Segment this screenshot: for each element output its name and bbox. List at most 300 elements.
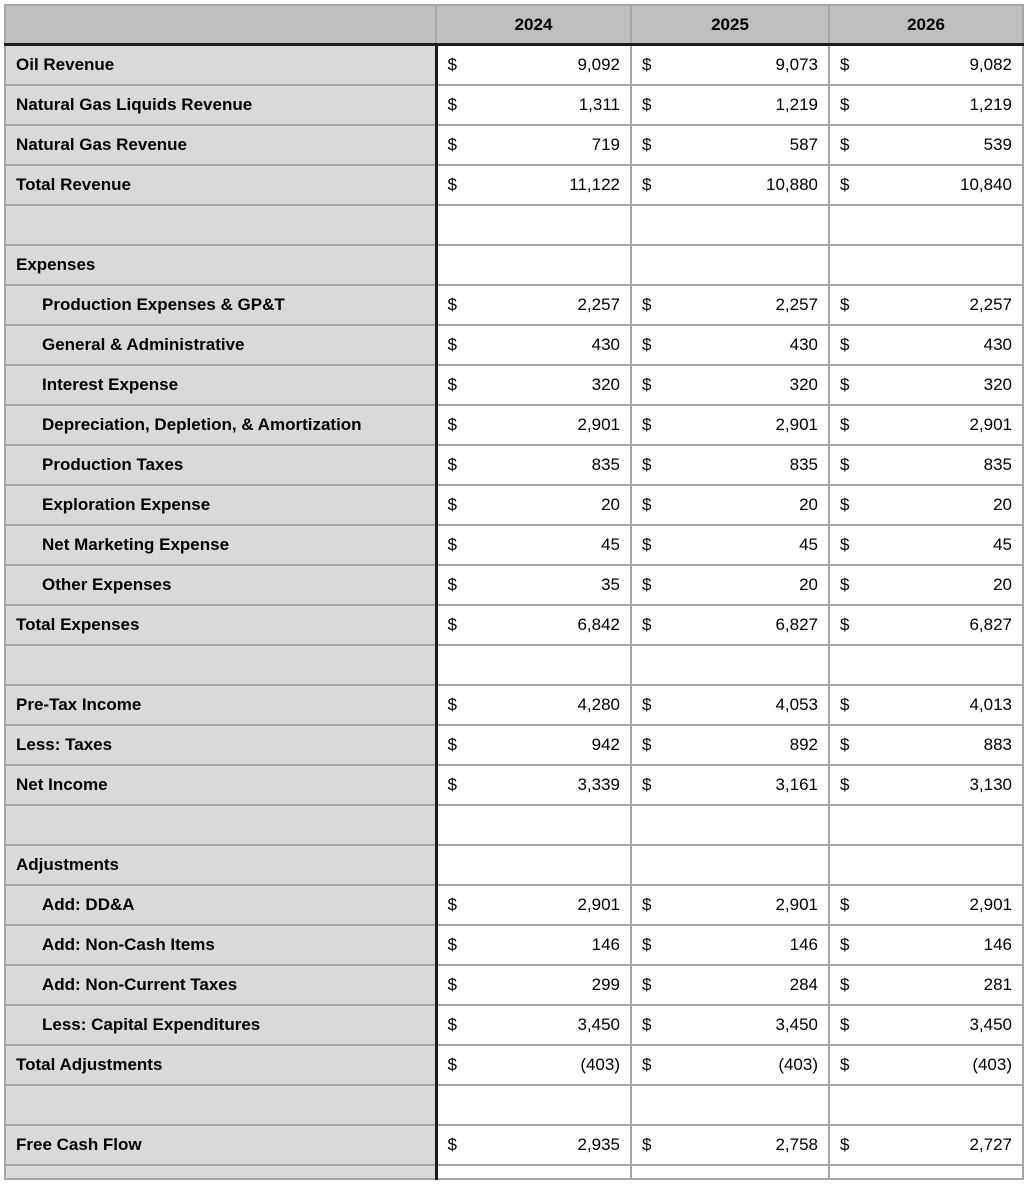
row-label-cell[interactable] (5, 1005, 436, 1045)
row-label-cell[interactable] (5, 765, 436, 805)
value-cell-year1[interactable] (436, 1125, 631, 1165)
amount-value: 2,901 (577, 895, 620, 914)
currency-symbol: $ (840, 1015, 850, 1034)
currency-symbol: $ (447, 295, 457, 314)
amount-value: 430 (789, 335, 818, 354)
currency-symbol: $ (642, 55, 652, 74)
value-cell-year3[interactable] (829, 645, 1023, 685)
value-cell-year3[interactable] (829, 725, 1023, 765)
table-row (5, 165, 1023, 205)
currency-symbol: $ (840, 1055, 850, 1074)
amount-value: 4,280 (577, 695, 620, 714)
value-cell-year2[interactable] (631, 445, 829, 485)
value-cell-year2[interactable] (631, 565, 829, 605)
currency-symbol: $ (447, 935, 457, 954)
value-cell-year2[interactable] (631, 525, 829, 565)
year-header-2025[interactable]: 2025 (631, 5, 829, 45)
row-label-cell[interactable] (5, 205, 436, 245)
currency-symbol: $ (447, 695, 457, 714)
row-label: Adjustments (16, 855, 119, 874)
currency-symbol: $ (447, 1135, 457, 1154)
currency-symbol: $ (840, 55, 850, 74)
value-cell-year2[interactable] (631, 805, 829, 845)
currency-symbol: $ (642, 935, 652, 954)
value-cell-year1[interactable] (436, 45, 631, 86)
currency-symbol: $ (840, 95, 850, 114)
value-cell-year2[interactable] (631, 405, 829, 445)
value-cell-year3[interactable] (829, 1085, 1023, 1125)
currency-symbol: $ (447, 975, 457, 994)
value-cell-year3[interactable] (829, 885, 1023, 925)
value-cell-year3[interactable] (829, 565, 1023, 605)
currency-symbol: $ (642, 95, 652, 114)
amount-value: 45 (993, 535, 1012, 554)
amount-value: 146 (591, 935, 620, 954)
row-label-cell[interactable] (5, 1045, 436, 1085)
row-label-cell[interactable] (5, 285, 436, 325)
value-cell-year3[interactable] (829, 85, 1023, 125)
value-cell-year1[interactable] (436, 525, 631, 565)
table-row (5, 805, 1023, 845)
amount-value: 2,257 (775, 295, 818, 314)
amount-value: 11,122 (569, 175, 620, 194)
amount-value: 146 (789, 935, 818, 954)
row-label-cell[interactable] (5, 845, 436, 885)
value-cell-year2[interactable] (631, 45, 829, 86)
value-cell-year3[interactable] (829, 605, 1023, 645)
currency-symbol: $ (642, 735, 652, 754)
amount-value: 892 (789, 735, 818, 754)
row-label: Other Expenses (42, 575, 172, 594)
value-cell-year1[interactable] (436, 1085, 631, 1125)
value-cell-year3[interactable] (829, 445, 1023, 485)
value-cell-year3[interactable] (829, 405, 1023, 445)
amount-value: 1,219 (969, 95, 1012, 114)
currency-symbol: $ (447, 735, 457, 754)
amount-value: (403) (778, 1055, 818, 1074)
row-label: Total Expenses (16, 615, 140, 634)
row-label: Free Cash Flow (16, 1135, 142, 1154)
financial-model-table (4, 4, 1024, 1180)
value-cell-year3[interactable] (829, 45, 1023, 86)
amount-value: 45 (601, 535, 620, 554)
row-label: Interest Expense (42, 375, 179, 394)
value-cell-year1[interactable] (436, 925, 631, 965)
currency-symbol: $ (447, 895, 457, 914)
value-cell-year3[interactable] (829, 285, 1023, 325)
value-cell-year1[interactable] (436, 245, 631, 285)
amount-value: 320 (789, 375, 818, 394)
amount-value: 2,901 (775, 415, 818, 434)
table-row (5, 685, 1023, 725)
currency-symbol: $ (642, 975, 652, 994)
amount-value: 835 (591, 455, 620, 474)
currency-symbol: $ (642, 615, 652, 634)
amount-value: 942 (591, 735, 620, 754)
amount-value: 35 (601, 575, 620, 594)
amount-value: 6,827 (775, 615, 818, 634)
row-label-column-header[interactable] (5, 5, 436, 45)
row-label-cell[interactable] (5, 125, 436, 165)
value-cell-year1[interactable] (436, 445, 631, 485)
value-cell-year3[interactable] (829, 765, 1023, 805)
row-label-cell[interactable] (5, 245, 436, 285)
row-label-cell[interactable] (5, 445, 436, 485)
table-row (5, 1045, 1023, 1085)
amount-value: 6,842 (577, 615, 620, 634)
currency-symbol: $ (642, 1055, 652, 1074)
row-label: Oil Revenue (16, 55, 115, 74)
currency-symbol: $ (840, 295, 850, 314)
value-cell-year2[interactable] (631, 1125, 829, 1165)
row-label-cell[interactable] (5, 325, 436, 365)
row-label-cell[interactable] (5, 485, 436, 525)
amount-value: 539 (983, 135, 1012, 154)
currency-symbol: $ (447, 55, 457, 74)
amount-value: 430 (983, 335, 1012, 354)
amount-value: 2,935 (577, 1135, 620, 1154)
value-cell-year3[interactable] (829, 1005, 1023, 1045)
value-cell-year1[interactable] (436, 205, 631, 245)
value-cell-year2[interactable] (631, 365, 829, 405)
currency-symbol: $ (447, 535, 457, 554)
row-label-cell[interactable] (5, 725, 436, 765)
value-cell-year3[interactable] (829, 245, 1023, 285)
value-cell-year2[interactable] (631, 485, 829, 525)
currency-symbol: $ (447, 95, 457, 114)
table-row (5, 565, 1023, 605)
amount-value: 3,450 (969, 1015, 1012, 1034)
row-label: Add: Non-Current Taxes (42, 975, 238, 994)
value-cell-year1[interactable] (436, 1165, 631, 1179)
currency-symbol: $ (447, 1055, 457, 1074)
value-cell-year3[interactable] (829, 685, 1023, 725)
amount-value: 10,880 (766, 175, 818, 194)
amount-value: 20 (993, 575, 1012, 594)
value-cell-year2[interactable] (631, 245, 829, 285)
amount-value: 284 (789, 975, 818, 994)
currency-symbol: $ (447, 575, 457, 594)
table-row (5, 365, 1023, 405)
table-row (5, 525, 1023, 565)
value-cell-year2[interactable] (631, 845, 829, 885)
row-label: Exploration Expense (42, 495, 211, 514)
value-cell-year1[interactable] (436, 845, 631, 885)
row-label-cell[interactable] (5, 885, 436, 925)
value-cell-year1[interactable] (436, 565, 631, 605)
currency-symbol: $ (642, 775, 652, 794)
row-label-cell[interactable] (5, 925, 436, 965)
row-label: Less: Capital Expenditures (42, 1015, 261, 1034)
currency-symbol: $ (447, 455, 457, 474)
amount-value: 2,901 (969, 895, 1012, 914)
header-row (5, 5, 1023, 45)
year-header-2026[interactable]: 2026 (829, 5, 1023, 45)
currency-symbol: $ (840, 695, 850, 714)
amount-value: 1,311 (578, 95, 620, 114)
value-cell-year1[interactable] (436, 125, 631, 165)
amount-value: 2,901 (969, 415, 1012, 434)
row-label: Add: DD&A (42, 895, 135, 914)
amount-value: 835 (983, 455, 1012, 474)
table-row (5, 1085, 1023, 1125)
currency-symbol: $ (642, 695, 652, 714)
value-cell-year2[interactable] (631, 645, 829, 685)
currency-symbol: $ (447, 775, 457, 794)
table-row (5, 125, 1023, 165)
table-row (5, 1125, 1023, 1165)
amount-value: 1,219 (775, 95, 818, 114)
value-cell-year1[interactable] (436, 965, 631, 1005)
row-label-cell[interactable] (5, 405, 436, 445)
value-cell-year1[interactable] (436, 485, 631, 525)
table-row (5, 85, 1023, 125)
amount-value: 719 (591, 135, 620, 154)
value-cell-year3[interactable] (829, 965, 1023, 1005)
value-cell-year2[interactable] (631, 965, 829, 1005)
value-cell-year1[interactable] (436, 685, 631, 725)
value-cell-year3[interactable] (829, 325, 1023, 365)
value-cell-year3[interactable] (829, 1045, 1023, 1085)
table-row (5, 925, 1023, 965)
table-row (5, 1005, 1023, 1045)
amount-value: 20 (993, 495, 1012, 514)
row-label-cell[interactable] (5, 565, 436, 605)
amount-value: 587 (789, 135, 818, 154)
value-cell-year3[interactable] (829, 1165, 1023, 1179)
currency-symbol: $ (642, 295, 652, 314)
table-row (5, 845, 1023, 885)
row-label-cell[interactable] (5, 165, 436, 205)
currency-symbol: $ (642, 1135, 652, 1154)
value-cell-year2[interactable] (631, 125, 829, 165)
currency-symbol: $ (642, 415, 652, 434)
amount-value: 6,827 (969, 615, 1012, 634)
value-cell-year1[interactable] (436, 1005, 631, 1045)
amount-value: 9,092 (577, 55, 620, 74)
table-row (5, 605, 1023, 645)
value-cell-year1[interactable] (436, 725, 631, 765)
currency-symbol: $ (642, 535, 652, 554)
currency-symbol: $ (642, 375, 652, 394)
currency-symbol: $ (447, 615, 457, 634)
amount-value: 45 (799, 535, 818, 554)
row-label: Total Adjustments (16, 1055, 163, 1074)
amount-value: 281 (983, 975, 1012, 994)
amount-value: 320 (983, 375, 1012, 394)
currency-symbol: $ (840, 415, 850, 434)
currency-symbol: $ (840, 455, 850, 474)
currency-symbol: $ (840, 375, 850, 394)
currency-symbol: $ (642, 455, 652, 474)
value-cell-year1[interactable] (436, 645, 631, 685)
value-cell-year2[interactable] (631, 85, 829, 125)
currency-symbol: $ (840, 575, 850, 594)
table-row (5, 205, 1023, 245)
table-row (5, 445, 1023, 485)
amount-value: 20 (601, 495, 620, 514)
row-label: Production Taxes (42, 455, 184, 474)
row-label-cell[interactable] (5, 805, 436, 845)
currency-symbol: $ (840, 895, 850, 914)
currency-symbol: $ (840, 335, 850, 354)
value-cell-year2[interactable] (631, 205, 829, 245)
value-cell-year1[interactable] (436, 85, 631, 125)
amount-value: 3,161 (775, 775, 818, 794)
table-row (5, 245, 1023, 285)
currency-symbol: $ (840, 775, 850, 794)
currency-symbol: $ (642, 1015, 652, 1034)
row-label-cell[interactable] (5, 525, 436, 565)
table-row (5, 885, 1023, 925)
amount-value: 3,450 (775, 1015, 818, 1034)
currency-symbol: $ (840, 935, 850, 954)
value-cell-year2[interactable] (631, 765, 829, 805)
value-cell-year2[interactable] (631, 925, 829, 965)
value-cell-year1[interactable] (436, 805, 631, 845)
row-label-cell[interactable] (5, 1165, 436, 1179)
value-cell-year2[interactable] (631, 605, 829, 645)
value-cell-year1[interactable] (436, 365, 631, 405)
amount-value: 4,013 (969, 695, 1012, 714)
amount-value: 2,257 (969, 295, 1012, 314)
currency-symbol: $ (447, 415, 457, 434)
value-cell-year2[interactable] (631, 1045, 829, 1085)
currency-symbol: $ (840, 535, 850, 554)
row-label-cell[interactable] (5, 85, 436, 125)
currency-symbol: $ (447, 175, 457, 194)
value-cell-year3[interactable] (829, 805, 1023, 845)
row-label-cell[interactable] (5, 965, 436, 1005)
amount-value: (403) (972, 1055, 1012, 1074)
row-label: Net Marketing Expense (42, 535, 230, 554)
table-row (5, 45, 1023, 86)
row-label-cell[interactable] (5, 645, 436, 685)
year-header-2024[interactable]: 2024 (436, 5, 631, 45)
value-cell-year1[interactable] (436, 165, 631, 205)
value-cell-year2[interactable] (631, 325, 829, 365)
amount-value: 2,727 (969, 1135, 1012, 1154)
value-cell-year2[interactable] (631, 1165, 829, 1179)
currency-symbol: $ (840, 975, 850, 994)
value-cell-year1[interactable] (436, 1045, 631, 1085)
value-cell-year1[interactable] (436, 405, 631, 445)
amount-value: 2,758 (775, 1135, 818, 1154)
value-cell-year1[interactable] (436, 765, 631, 805)
currency-symbol: $ (642, 495, 652, 514)
amount-value: 2,901 (577, 415, 620, 434)
row-label-cell[interactable] (5, 365, 436, 405)
row-label-cell[interactable] (5, 605, 436, 645)
currency-symbol: $ (642, 135, 652, 154)
amount-value: 3,130 (969, 775, 1012, 794)
value-cell-year1[interactable] (436, 325, 631, 365)
row-label: Pre-Tax Income (16, 695, 142, 714)
amount-value: 20 (799, 575, 818, 594)
row-label-cell[interactable] (5, 1125, 436, 1165)
currency-symbol: $ (840, 135, 850, 154)
row-label: Production Expenses & GP&T (42, 295, 285, 314)
row-label: Expenses (16, 255, 96, 274)
table-row (5, 405, 1023, 445)
table-row (5, 725, 1023, 765)
currency-symbol: $ (642, 335, 652, 354)
table-row (5, 285, 1023, 325)
row-label: Total Revenue (16, 175, 131, 194)
amount-value: 9,082 (969, 55, 1012, 74)
amount-value: 2,257 (577, 295, 620, 314)
amount-value: 883 (983, 735, 1012, 754)
row-label: Depreciation, Depletion, & Amortization (42, 415, 362, 434)
amount-value: 4,053 (775, 695, 818, 714)
amount-value: 299 (591, 975, 620, 994)
value-cell-year2[interactable] (631, 725, 829, 765)
currency-symbol: $ (840, 1135, 850, 1154)
amount-value: 2,901 (775, 895, 818, 914)
value-cell-year3[interactable] (829, 845, 1023, 885)
value-cell-year2[interactable] (631, 885, 829, 925)
value-cell-year3[interactable] (829, 165, 1023, 205)
value-cell-year3[interactable] (829, 125, 1023, 165)
currency-symbol: $ (642, 575, 652, 594)
value-cell-year2[interactable] (631, 1005, 829, 1045)
row-label: Net Income (16, 775, 108, 794)
currency-symbol: $ (840, 175, 850, 194)
value-cell-year3[interactable] (829, 205, 1023, 245)
currency-symbol: $ (447, 135, 457, 154)
row-label: Less: Taxes (16, 735, 113, 754)
amount-value: (403) (580, 1055, 620, 1074)
amount-value: 146 (983, 935, 1012, 954)
row-label: Natural Gas Revenue (16, 135, 188, 154)
value-cell-year3[interactable] (829, 925, 1023, 965)
value-cell-year1[interactable] (436, 605, 631, 645)
value-cell-year2[interactable] (631, 285, 829, 325)
currency-symbol: $ (642, 175, 652, 194)
value-cell-year3[interactable] (829, 1125, 1023, 1165)
value-cell-year3[interactable] (829, 485, 1023, 525)
currency-symbol: $ (447, 375, 457, 394)
table-row (5, 485, 1023, 525)
value-cell-year2[interactable] (631, 685, 829, 725)
table-row (5, 645, 1023, 685)
value-cell-year2[interactable] (631, 165, 829, 205)
value-cell-year3[interactable] (829, 365, 1023, 405)
row-label-cell[interactable] (5, 685, 436, 725)
currency-symbol: $ (840, 615, 850, 634)
amount-value: 430 (591, 335, 620, 354)
table-body (5, 45, 1023, 1180)
row-label: Add: Non-Cash Items (42, 935, 215, 954)
value-cell-year2[interactable] (631, 1085, 829, 1125)
row-label-cell[interactable] (5, 1085, 436, 1125)
value-cell-year1[interactable] (436, 885, 631, 925)
table-row (5, 1165, 1023, 1179)
amount-value: 320 (591, 375, 620, 394)
currency-symbol: $ (840, 495, 850, 514)
currency-symbol: $ (447, 1015, 457, 1034)
currency-symbol: $ (840, 735, 850, 754)
table-row (5, 765, 1023, 805)
value-cell-year3[interactable] (829, 525, 1023, 565)
currency-symbol: $ (447, 495, 457, 514)
amount-value: 3,450 (577, 1015, 620, 1034)
table-row (5, 325, 1023, 365)
value-cell-year1[interactable] (436, 285, 631, 325)
row-label-cell[interactable] (5, 45, 436, 86)
row-label: General & Administrative (42, 335, 245, 354)
amount-value: 20 (799, 495, 818, 514)
